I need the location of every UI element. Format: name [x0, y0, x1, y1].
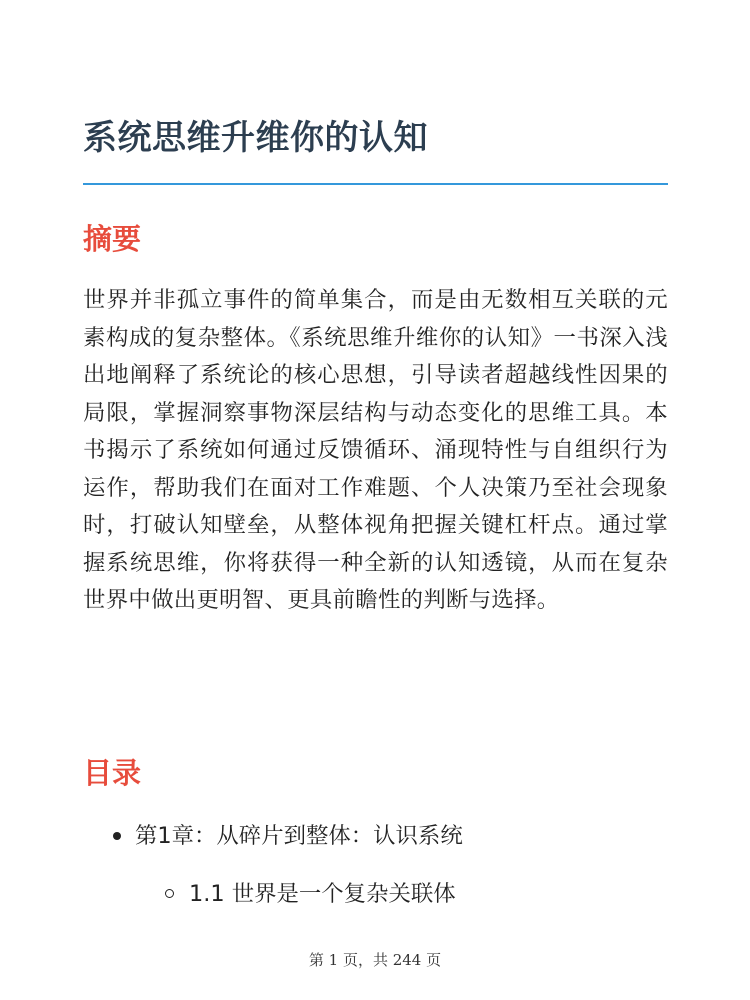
toc-section-label: 1.1 世界是一个复杂关联体 [189, 881, 456, 907]
toc-chapter-list [83, 816, 668, 856]
abstract-heading: 摘要 [83, 222, 142, 256]
toc-section-item[interactable] [83, 874, 668, 914]
toc-section-list [83, 874, 668, 914]
toc-chapter-item[interactable] [83, 816, 668, 856]
bullet-circle-icon [165, 889, 174, 898]
toc-heading: 目录 [83, 756, 142, 790]
document-title: 系统思维升维你的认知 [83, 118, 428, 158]
bullet-disc-icon [113, 832, 121, 840]
title-divider [83, 183, 668, 185]
page-footer: 第 1 页，共 244 页 [308, 951, 442, 969]
toc-chapter-label: 第1章：从碎片到整体：认识系统 [135, 823, 463, 849]
abstract-paragraph: 世界并非孤立事件的简单集合，而是由无数相互关联的元素构成的复杂整体。《系统思维升维你的认知》一书深入浅出地阐释了系统论的核心思想，引导读者超越线性因果的局限，掌握洞察事物深层结构与动态变化的思维工具。本书揭示了系统如何通过反馈循环、涌现特性与自组织行为运作，帮助我们在面对工作难题、个人决策乃至社会现象时，打破认知壁垒，从整体视角把握关键杠杆点。通过掌握系统思维，你将获得一种全新的认知透镜，从而在复杂世界中做出更明智、更具前瞻性的判断与选择。 [83, 287, 668, 613]
